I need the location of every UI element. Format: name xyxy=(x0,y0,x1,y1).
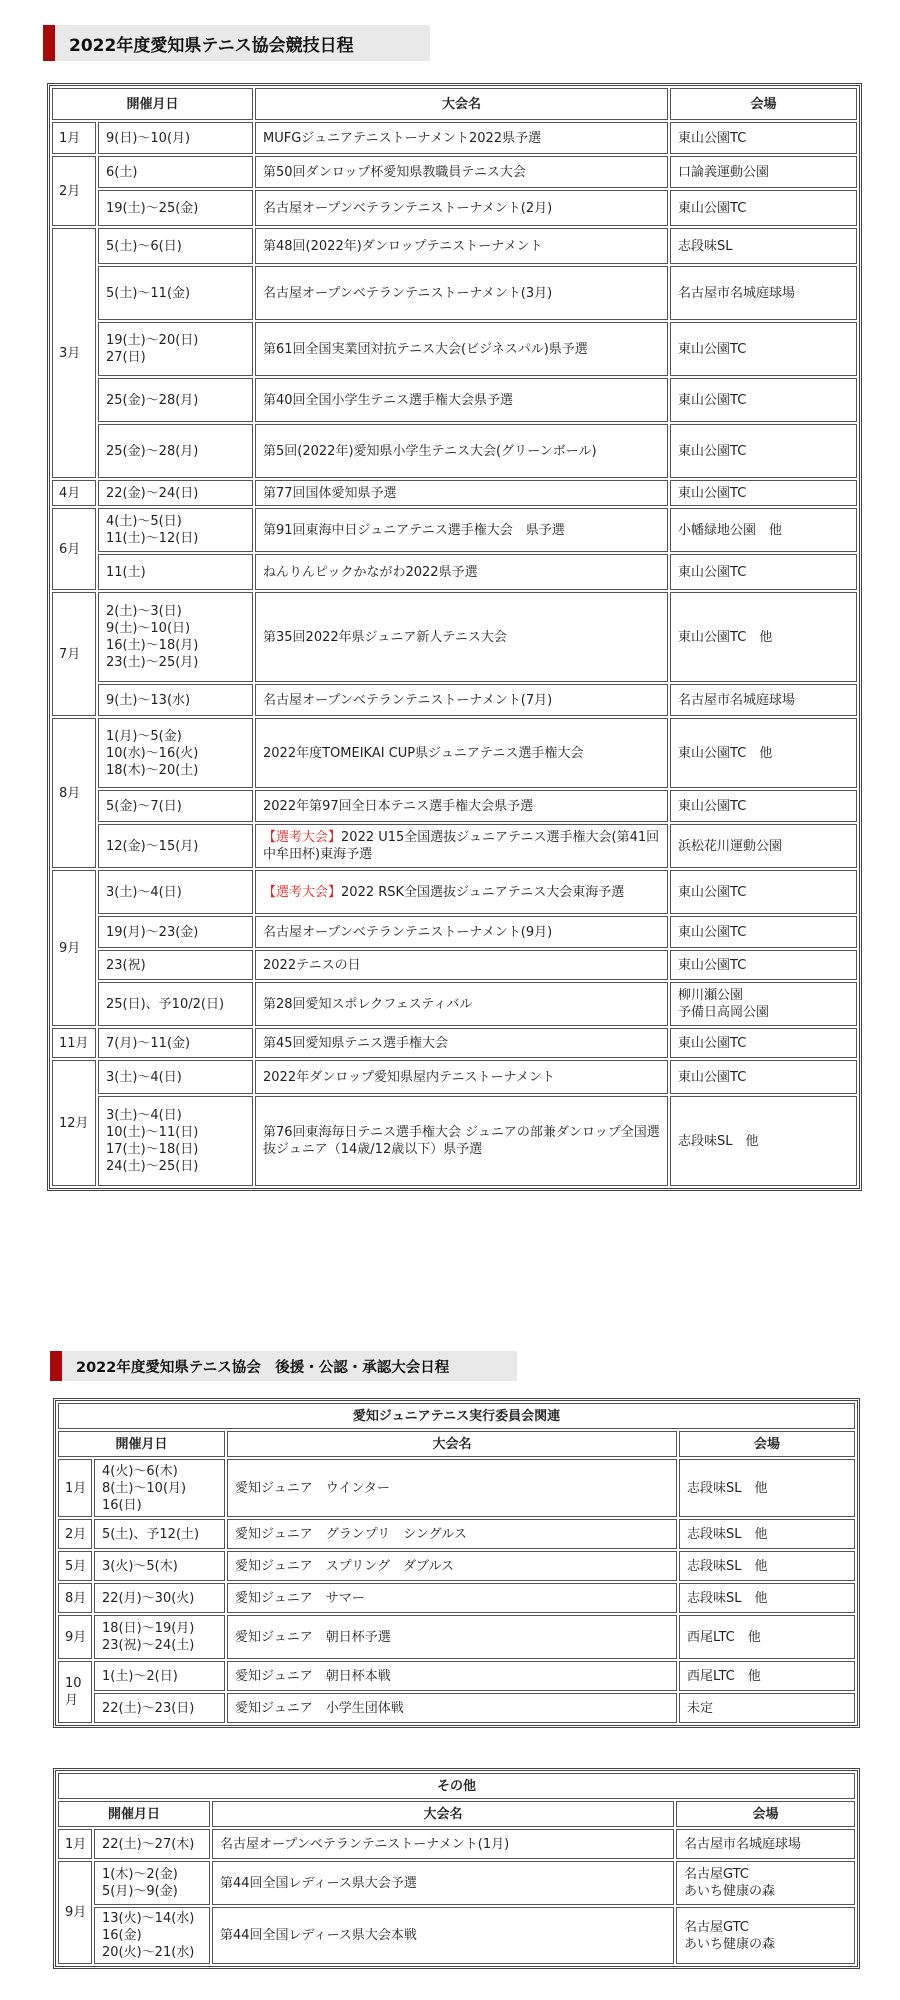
venue-cell: 名古屋市名城庭球場 xyxy=(670,266,857,320)
table-row xyxy=(58,1551,855,1581)
other-caption-row xyxy=(58,1773,855,1799)
event-cell xyxy=(227,1661,677,1691)
venue-cell: 東山公園TC xyxy=(670,424,857,478)
date-cell: 23(祝) xyxy=(98,950,253,980)
selection-tag: 【選考大会】 xyxy=(263,830,342,845)
date-cell: 4(土)～5(日) 11(土)～12(日) xyxy=(98,508,253,552)
other-caption: その他 xyxy=(58,1773,855,1799)
date-cell: 1(木)～2(金) 5(月)～9(金) xyxy=(94,1861,210,1905)
selection-tag: 【選考大会】 xyxy=(263,884,342,900)
junior-caption: 愛知ジュニアテニス実行委員会関連 xyxy=(58,1403,855,1429)
date-cell: 1(土)～2(日) xyxy=(94,1661,225,1691)
month-cell: 11月 xyxy=(52,1028,96,1058)
event-name: 第40回全国小学生テニス選手権大会県予選 xyxy=(263,392,514,408)
event-cell xyxy=(212,1907,674,1964)
event-cell xyxy=(255,592,668,682)
event-name: 第76回東海毎日テニス選手権大会 ジュニアの部兼ダンロップ全国選抜ジュニア（14歳/12歳以下）県予選 xyxy=(263,1125,660,1157)
date-cell: 1(月)～5(金) 10(水)～16(火) 18(木)～20(土) xyxy=(98,718,253,788)
event-name: 第44回全国レディース県大会予選 xyxy=(220,1875,417,1891)
other-date-header: 開催月日 xyxy=(58,1801,210,1827)
event-cell xyxy=(212,1829,674,1859)
event-name: 愛知ジュニア ウインター xyxy=(235,1480,390,1496)
date-cell: 6(土) xyxy=(98,156,253,188)
event-name: 愛知ジュニア 小学生団体戦 xyxy=(235,1700,404,1716)
date-cell: 5(土)～6(日) xyxy=(98,228,253,264)
date-cell: 22(土)～23(日) xyxy=(94,1693,225,1723)
date-cell: 3(土)～4(日) 10(土)～11(日) 17(土)～18(日) 24(土)～25(日) xyxy=(98,1096,253,1186)
event-cell xyxy=(227,1459,677,1517)
junior-caption-row xyxy=(58,1403,855,1429)
date-cell: 25(金)～28(月) xyxy=(98,424,253,478)
schedule-table xyxy=(47,83,862,1191)
date-cell: 11(土) xyxy=(98,554,253,590)
table-row xyxy=(52,916,857,948)
table-row xyxy=(52,156,857,188)
table-row xyxy=(58,1583,855,1613)
event-name: 名古屋オープンベテランテニストーナメント(1月) xyxy=(220,1836,510,1852)
event-cell xyxy=(227,1551,677,1581)
table-row xyxy=(58,1861,855,1905)
month-cell: 6月 xyxy=(52,508,96,590)
venue-cell: 東山公園TC 他 xyxy=(670,718,857,788)
venue-cell: 名古屋GTC あいち健康の森 xyxy=(676,1907,855,1964)
venue-cell: 東山公園TC xyxy=(670,554,857,590)
date-cell: 22(金)～24(日) xyxy=(98,480,253,506)
venue-cell: 志段味SL 他 xyxy=(670,1096,857,1186)
month-cell: 9月 xyxy=(58,1861,92,1964)
event-name: 名古屋オープンベテランテニストーナメント(3月) xyxy=(263,285,553,301)
event-name: 愛知ジュニア スプリング ダブルス xyxy=(235,1558,455,1574)
table-row xyxy=(52,322,857,376)
date-cell: 9(土)～13(水) xyxy=(98,684,253,716)
event-name: 第61回全国実業団対抗テニス大会(ビジネスパル)県予選 xyxy=(263,341,588,357)
venue-cell: 西尾LTC 他 xyxy=(679,1661,855,1691)
date-cell: 2(土)～3(日) 9(土)～10(日) 16(土)～18(月) 23(土)～25(月) xyxy=(98,592,253,682)
event-cell xyxy=(255,266,668,320)
date-cell: 19(土)～20(日) 27(日) xyxy=(98,322,253,376)
event-cell xyxy=(255,870,668,914)
event-name: 第48回(2022年)ダンロップテニストーナメント xyxy=(263,238,543,254)
venue-cell: 名古屋市名城庭球場 xyxy=(670,684,857,716)
venue-cell: 東山公園TC xyxy=(670,916,857,948)
table-row xyxy=(52,718,857,788)
venue-cell: 東山公園TC xyxy=(670,122,857,154)
event-name: 2022テニスの日 xyxy=(263,957,361,973)
date-cell: 18(日)～19(月) 23(祝)～24(土) xyxy=(94,1615,225,1659)
table-row xyxy=(52,1028,857,1058)
event-cell xyxy=(255,156,668,188)
event-cell xyxy=(255,378,668,422)
event-name: 愛知ジュニア グランプリ シングルス xyxy=(235,1526,467,1542)
table-row xyxy=(52,870,857,914)
event-name: ねんりんピックかながわ2022県予選 xyxy=(263,564,478,580)
table-row xyxy=(58,1829,855,1859)
date-cell: 5(金)～7(日) xyxy=(98,790,253,822)
date-cell: 25(金)～28(月) xyxy=(98,378,253,422)
venue-cell: 小幡緑地公園 他 xyxy=(670,508,857,552)
junior-body xyxy=(58,1459,855,1723)
table-row xyxy=(52,790,857,822)
table-row xyxy=(52,1060,857,1094)
date-cell: 4(火)～6(木) 8(土)～10(月) 16(日) xyxy=(94,1459,225,1517)
junior-venue-header: 会場 xyxy=(679,1431,855,1457)
event-name: 第28回愛知スポレクフェスティバル xyxy=(263,996,473,1012)
venue-cell: 未定 xyxy=(679,1693,855,1723)
table-row xyxy=(58,1615,855,1659)
date-cell: 5(土)～11(金) xyxy=(98,266,253,320)
event-header: 大会名 xyxy=(255,88,668,120)
venue-cell: 東山公園TC xyxy=(670,190,857,226)
month-cell: 10月 xyxy=(58,1661,92,1723)
venue-cell: 西尾LTC 他 xyxy=(679,1615,855,1659)
table-row xyxy=(52,378,857,422)
event-cell xyxy=(255,122,668,154)
event-name: 第45回愛知県テニス選手権大会 xyxy=(263,1035,449,1051)
date-cell: 3(土)～4(日) xyxy=(98,1060,253,1094)
event-name: 2022 RSK全国選抜ジュニアテニス大会東海予選 xyxy=(341,884,625,900)
date-cell: 3(土)～4(日) xyxy=(98,870,253,914)
event-name: 2022年第97回全日本テニス選手権大会県予選 xyxy=(263,798,534,814)
event-name: 第77回国体愛知県予選 xyxy=(263,485,397,501)
table-row xyxy=(52,122,857,154)
venue-cell: 志段味SL 他 xyxy=(679,1519,855,1549)
event-cell xyxy=(255,190,668,226)
event-cell xyxy=(255,508,668,552)
month-cell: 4月 xyxy=(52,480,96,506)
event-cell xyxy=(255,424,668,478)
event-name: 第50回ダンロップ杯愛知県教職員テニス大会 xyxy=(263,164,526,180)
month-cell: 8月 xyxy=(58,1583,92,1613)
table-row xyxy=(52,592,857,682)
event-cell xyxy=(255,916,668,948)
month-cell: 12月 xyxy=(52,1060,96,1186)
event-cell xyxy=(255,824,668,868)
venue-cell: 東山公園TC xyxy=(670,790,857,822)
event-cell xyxy=(255,480,668,506)
junior-header-row xyxy=(58,1431,855,1457)
date-cell: 12(金)～15(月) xyxy=(98,824,253,868)
month-cell: 3月 xyxy=(52,228,96,478)
date-cell: 7(月)～11(金) xyxy=(98,1028,253,1058)
date-cell: 13(火)～14(水) 16(金) 20(火)～21(水) xyxy=(94,1907,210,1964)
venue-cell: 浜松花川運動公園 xyxy=(670,824,857,868)
event-cell xyxy=(255,718,668,788)
date-cell: 9(日)～10(月) xyxy=(98,122,253,154)
table-row xyxy=(52,1096,857,1186)
event-name: 名古屋オープンベテランテニストーナメント(2月) xyxy=(263,200,553,216)
table-row xyxy=(52,950,857,980)
date-cell: 5(土)、予12(土) xyxy=(94,1519,225,1549)
table-row xyxy=(58,1693,855,1723)
table-row xyxy=(52,228,857,264)
event-name: 愛知ジュニア 朝日杯本戦 xyxy=(235,1668,391,1684)
event-name: 2022年ダンロップ愛知県屋内テニストーナメント xyxy=(263,1069,555,1085)
table-row xyxy=(52,480,857,506)
event-name: 第5回(2022年)愛知県小学生テニス大会(グリーンボール) xyxy=(263,443,597,459)
venue-cell: 志段味SL xyxy=(670,228,857,264)
event-cell xyxy=(255,322,668,376)
event-cell xyxy=(255,1060,668,1094)
venue-cell: 志段味SL 他 xyxy=(679,1459,855,1517)
venue-cell: 志段味SL 他 xyxy=(679,1583,855,1613)
event-cell xyxy=(255,790,668,822)
date-cell: 19(月)～23(金) xyxy=(98,916,253,948)
venue-cell: 東山公園TC xyxy=(670,322,857,376)
table-row xyxy=(52,684,857,716)
date-cell: 25(日)、予10/2(日) xyxy=(98,982,253,1026)
event-cell xyxy=(255,684,668,716)
event-cell xyxy=(255,950,668,980)
month-cell: 9月 xyxy=(52,870,96,1026)
month-cell: 1月 xyxy=(58,1829,92,1859)
table-row xyxy=(52,190,857,226)
venue-cell: 志段味SL 他 xyxy=(679,1551,855,1581)
section2-title: 2022年度愛知県テニス協会 後援・公認・承認大会日程 xyxy=(50,1351,517,1381)
table-row xyxy=(58,1907,855,1964)
junior-table xyxy=(53,1398,860,1728)
venue-cell: 東山公園TC xyxy=(670,870,857,914)
other-event-header: 大会名 xyxy=(212,1801,674,1827)
other-table xyxy=(53,1768,860,1969)
table-row xyxy=(58,1519,855,1549)
date-cell: 22(月)～30(火) xyxy=(94,1583,225,1613)
table-row xyxy=(52,554,857,590)
table-row xyxy=(58,1459,855,1517)
table-row xyxy=(52,508,857,552)
date-cell: 22(土)～27(木) xyxy=(94,1829,210,1859)
date-cell: 19(土)～25(金) xyxy=(98,190,253,226)
month-cell: 2月 xyxy=(58,1519,92,1549)
event-cell xyxy=(227,1583,677,1613)
table-row xyxy=(52,982,857,1026)
event-name: MUFGジュニアテニストーナメント2022県予選 xyxy=(263,130,542,146)
venue-cell: 東山公園TC xyxy=(670,480,857,506)
event-cell xyxy=(255,554,668,590)
junior-event-header: 大会名 xyxy=(227,1431,677,1457)
venue-cell: 名古屋市名城庭球場 xyxy=(676,1829,855,1859)
event-name: 名古屋オープンベテランテニストーナメント(9月) xyxy=(263,924,553,940)
other-body xyxy=(58,1829,855,1964)
event-cell xyxy=(227,1615,677,1659)
table-row xyxy=(52,424,857,478)
date-header: 開催月日 xyxy=(52,88,253,120)
date-cell: 3(火)～5(木) xyxy=(94,1551,225,1581)
other-header-row xyxy=(58,1801,855,1827)
month-cell: 1月 xyxy=(58,1459,92,1517)
section1-title: 2022年度愛知県テニス協会競技日程 xyxy=(43,25,430,61)
junior-date-header: 開催月日 xyxy=(58,1431,225,1457)
venue-cell: 東山公園TC xyxy=(670,1060,857,1094)
month-cell: 9月 xyxy=(58,1615,92,1659)
month-cell: 5月 xyxy=(58,1551,92,1581)
month-cell: 2月 xyxy=(52,156,96,226)
event-name: 第35回2022年県ジュニア新人テニス大会 xyxy=(263,629,507,645)
event-cell xyxy=(255,1028,668,1058)
event-cell xyxy=(212,1861,674,1905)
event-cell xyxy=(227,1519,677,1549)
event-name: 第91回東海中日ジュニアテニス選手権大会 県予選 xyxy=(263,522,565,538)
event-cell xyxy=(255,1096,668,1186)
event-cell xyxy=(255,982,668,1026)
venue-header: 会場 xyxy=(670,88,857,120)
venue-cell: 東山公園TC xyxy=(670,378,857,422)
other-venue-header: 会場 xyxy=(676,1801,855,1827)
venue-cell: 東山公園TC 他 xyxy=(670,592,857,682)
table-row xyxy=(52,266,857,320)
event-name: 名古屋オープンベテランテニストーナメント(7月) xyxy=(263,692,553,708)
venue-cell: 東山公園TC xyxy=(670,1028,857,1058)
event-cell xyxy=(255,228,668,264)
event-name: 第44回全国レディース県大会本戦 xyxy=(220,1928,417,1943)
venue-cell: 口論義運動公園 xyxy=(670,156,857,188)
month-cell: 1月 xyxy=(52,122,96,154)
event-name: 2022 U15全国選抜ジュニアテニス選手権大会(第41回中牟田杯)東海予選 xyxy=(263,830,660,862)
header-row xyxy=(52,88,857,120)
table-row xyxy=(52,824,857,868)
event-name: 愛知ジュニア 朝日杯予選 xyxy=(235,1629,391,1645)
venue-cell: 柳川瀬公園 予備日高岡公園 xyxy=(670,982,857,1026)
venue-cell: 名古屋GTC あいち健康の森 xyxy=(676,1861,855,1905)
month-cell: 8月 xyxy=(52,718,96,868)
table-row xyxy=(58,1661,855,1691)
event-cell xyxy=(227,1693,677,1723)
schedule-body xyxy=(52,122,857,1186)
event-name: 愛知ジュニア サマー xyxy=(235,1590,365,1606)
event-name: 2022年度TOMEIKAI CUP県ジュニアテニス選手権大会 xyxy=(263,745,584,761)
venue-cell: 東山公園TC xyxy=(670,950,857,980)
month-cell: 7月 xyxy=(52,592,96,716)
